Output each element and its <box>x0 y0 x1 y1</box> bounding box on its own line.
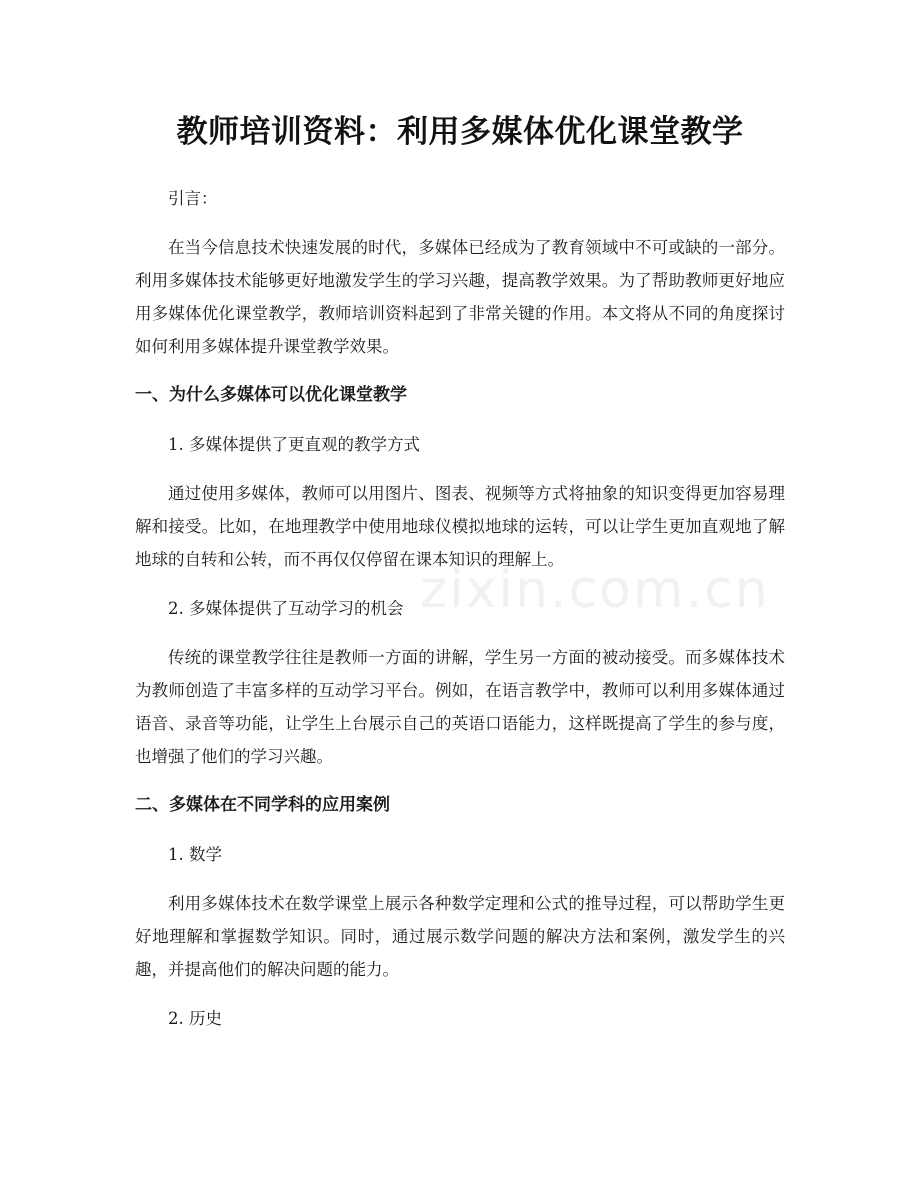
section-2-item-2-title: 2. 历史 <box>168 1009 222 1028</box>
section-2-item-1-title: 1. 数学 <box>168 845 222 864</box>
section-1-item-2-text: 传统的课堂教学往往是教师一方面的讲解，学生另一方面的被动接受。而多媒体技术为教师创造了丰富多样的互动学习平台。例如，在语言教学中，教师可以利用多媒体通过语音、录音等功能，让学生上台展示自己的英语口语能力，这样既提高了学生的参与度，也增强了他们的学习兴趣。 <box>135 648 785 766</box>
watermark: zixin.com.cn <box>420 560 770 620</box>
section-2-heading: 二、多媒体在不同学科的应用案例 <box>135 795 390 815</box>
document-body <box>135 182 785 1051</box>
intro-paragraph: 在当今信息技术快速发展的时代，多媒体已经成为了教育领域中不可或缺的一部分。利用多媒体技术能够更好地激发学生的学习兴趣，提高教学效果。为了帮助教师更好地应用多媒体优化课堂教学，教师培训资料起到了非常关键的作用。本文将从不同的角度探讨如何利用多媒体提升课堂教学效果。 <box>135 238 785 356</box>
section-1-heading: 一、为什么多媒体可以优化课堂教学 <box>135 385 407 405</box>
document-title: 教师培训资料：利用多媒体优化课堂教学 <box>176 114 744 150</box>
section-1-item-1-text: 通过使用多媒体，教师可以用图片、图表、视频等方式将抽象的知识变得更加容易理解和接受。比如，在地理教学中使用地球仪模拟地球的运转，可以让学生更加直观地了解地球的自转和公转，而不再仅仅停留在课本知识的理解上。 <box>135 484 785 569</box>
section-1-item-1-title: 1. 多媒体提供了更直观的教学方式 <box>168 435 420 454</box>
intro-label: 引言： <box>168 189 218 208</box>
section-1-item-2-title: 2. 多媒体提供了互动学习的机会 <box>168 599 404 618</box>
section-2-item-1-text: 利用多媒体技术在数学课堂上展示各种数学定理和公式的推导过程，可以帮助学生更好地理解和掌握数学知识。同时，通过展示数学问题的解决方法和案例，激发学生的兴趣，并提高他们的解决问题的能力。 <box>135 894 785 979</box>
